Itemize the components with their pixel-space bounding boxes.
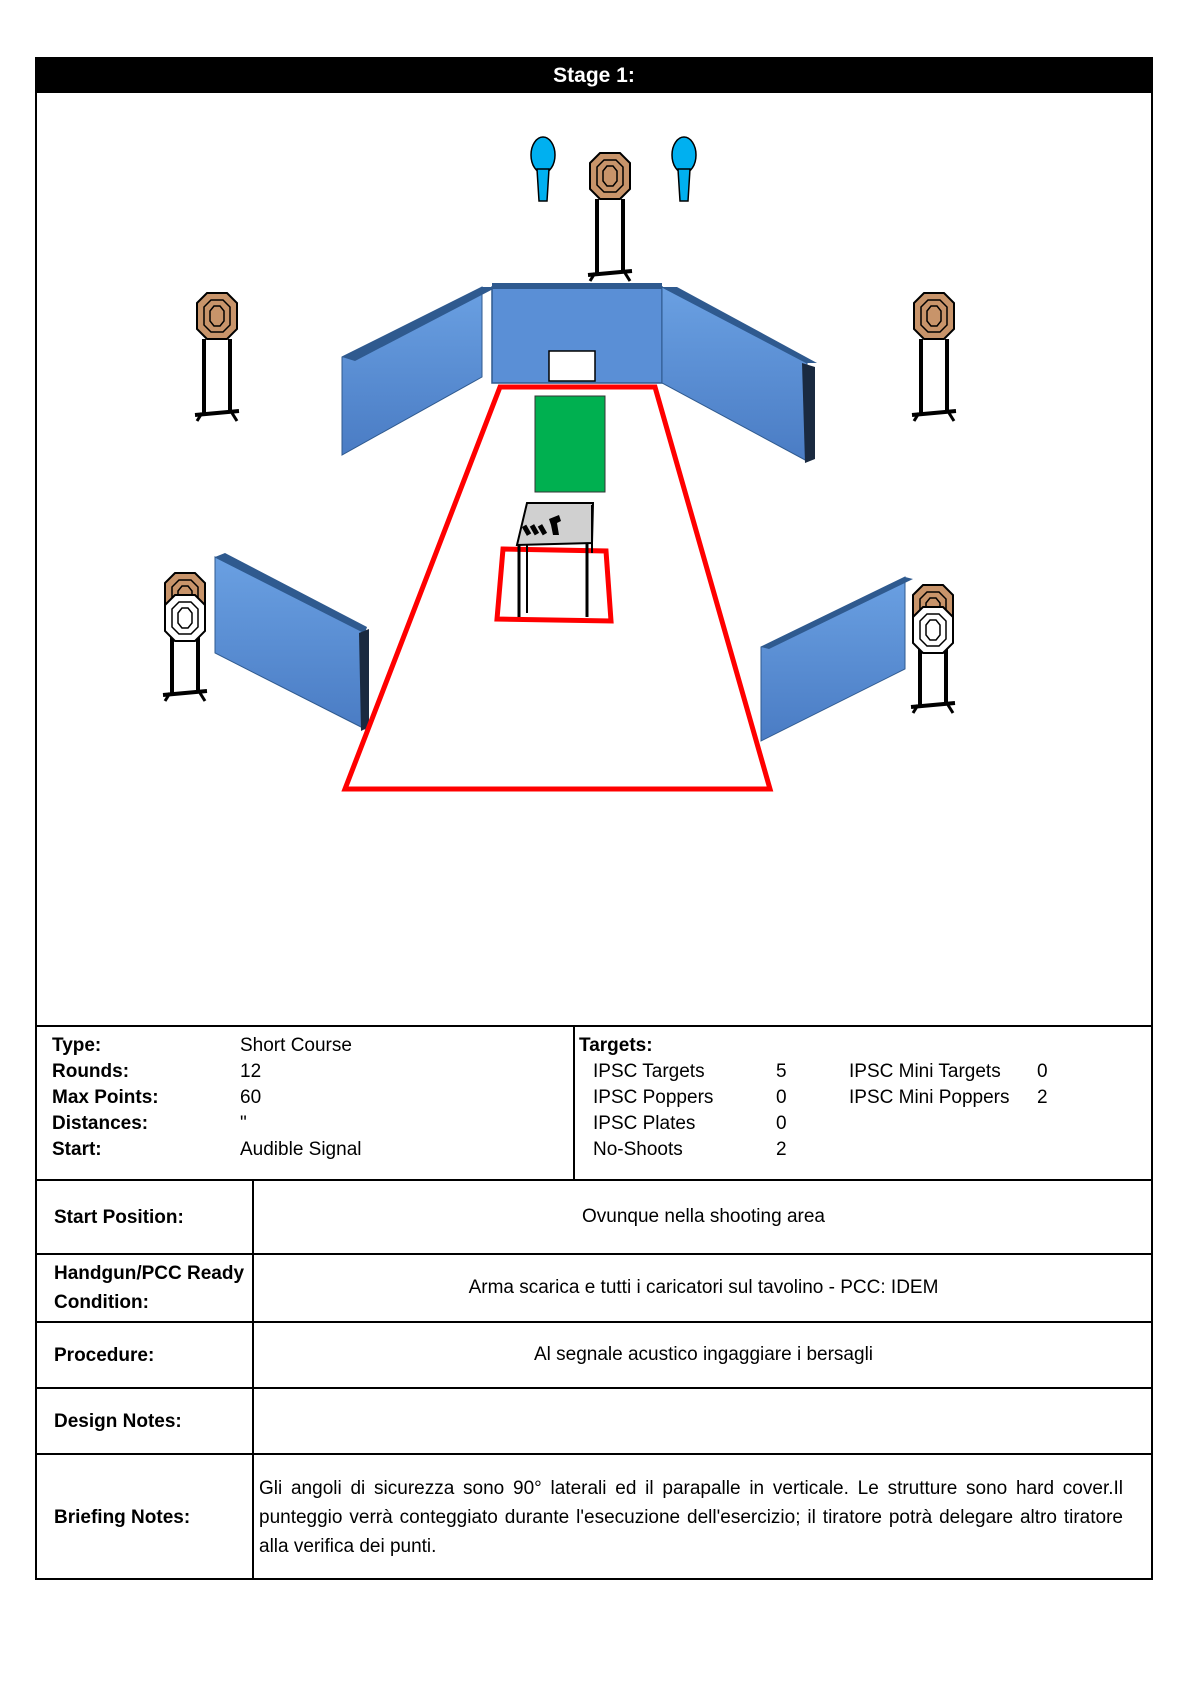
design-notes-label: Design Notes: [54,1410,182,1432]
start-area [535,396,605,492]
targets-heading: Targets: [579,1035,653,1056]
stage-summary [37,1025,1151,1181]
table-icon [497,503,611,621]
no-shoots-value: 2 [776,1139,787,1160]
ipsc-plates-label: IPSC Plates [593,1113,696,1134]
design-notes-value [256,1389,1151,1453]
mini-poppers-value: 2 [1037,1087,1048,1108]
design-notes-row [37,1389,1151,1455]
max-points-value: 60 [240,1087,262,1108]
ready-condition-value: Arma scarica e tutti i caricatori sul tavolino - PCC: IDEM [468,1277,939,1298]
start-position-label: Start Position: [54,1206,184,1228]
start-position-value: Ovunque nella shooting area [582,1206,825,1227]
no-shoot-left-icon [163,573,207,701]
ipsc-plates-value: 0 [776,1113,787,1134]
stage-sheet [35,57,1153,1580]
start-value: Audible Signal [240,1139,362,1160]
mini-poppers-label: IPSC Mini Poppers [849,1087,1010,1108]
distances-value: " [240,1113,247,1134]
ipsc-poppers-value: 0 [776,1087,787,1108]
ipsc-target-right-icon [912,293,956,421]
popper-left-icon [531,137,555,201]
no-shoots-label: No-Shoots [593,1139,683,1160]
mini-targets-label: IPSC Mini Targets [849,1061,1001,1082]
ready-condition-row [37,1255,1151,1323]
ready-condition-label: Handgun/PCC Ready Condition: [54,1263,245,1313]
distances-label: Distances: [52,1113,149,1134]
ipsc-target-left-icon [195,293,239,421]
start-label: Start: [52,1139,102,1160]
briefing-notes-value: Gli angoli di sicurezza sono 90° laterali ed il parapalle in verticale. Le strutture sono hard cover.Il punteggio verrà conteggiato durante l'esecuzione dell'esercizio; il tiratore potrà delegare altro tiratore alla verifica dei punti. [259,1478,1123,1557]
start-position-row [37,1181,1151,1255]
wall-front-right [761,577,913,741]
stage-title: Stage 1: [37,59,1151,93]
max-points-label: Max Points: [52,1087,159,1108]
wall-back-right [662,287,817,463]
procedure-value: Al segnale acustico ingaggiare i bersagli [533,1344,874,1365]
wall-back-left [342,287,497,455]
briefing-notes-row [37,1455,1151,1580]
no-shoot-right-icon [911,585,955,713]
mini-targets-value: 0 [1037,1061,1048,1082]
type-label: Type: [52,1035,102,1056]
ipsc-poppers-label: IPSC Poppers [593,1087,714,1108]
rounds-label: Rounds: [52,1061,130,1082]
type-value: Short Course [240,1035,352,1056]
stage-diagram [37,93,1151,1025]
rounds-value: 12 [240,1061,262,1082]
summary-divider [573,1027,575,1179]
procedure-row [37,1323,1151,1389]
ipsc-targets-label: IPSC Targets [593,1061,705,1082]
ipsc-targets-value: 5 [776,1061,787,1082]
popper-right-icon [672,137,696,201]
window-port [549,351,595,381]
briefing-notes-label: Briefing Notes: [54,1507,191,1528]
procedure-label: Procedure: [54,1344,155,1366]
ipsc-target-back-icon [588,153,632,281]
wall-front-left [215,553,369,731]
